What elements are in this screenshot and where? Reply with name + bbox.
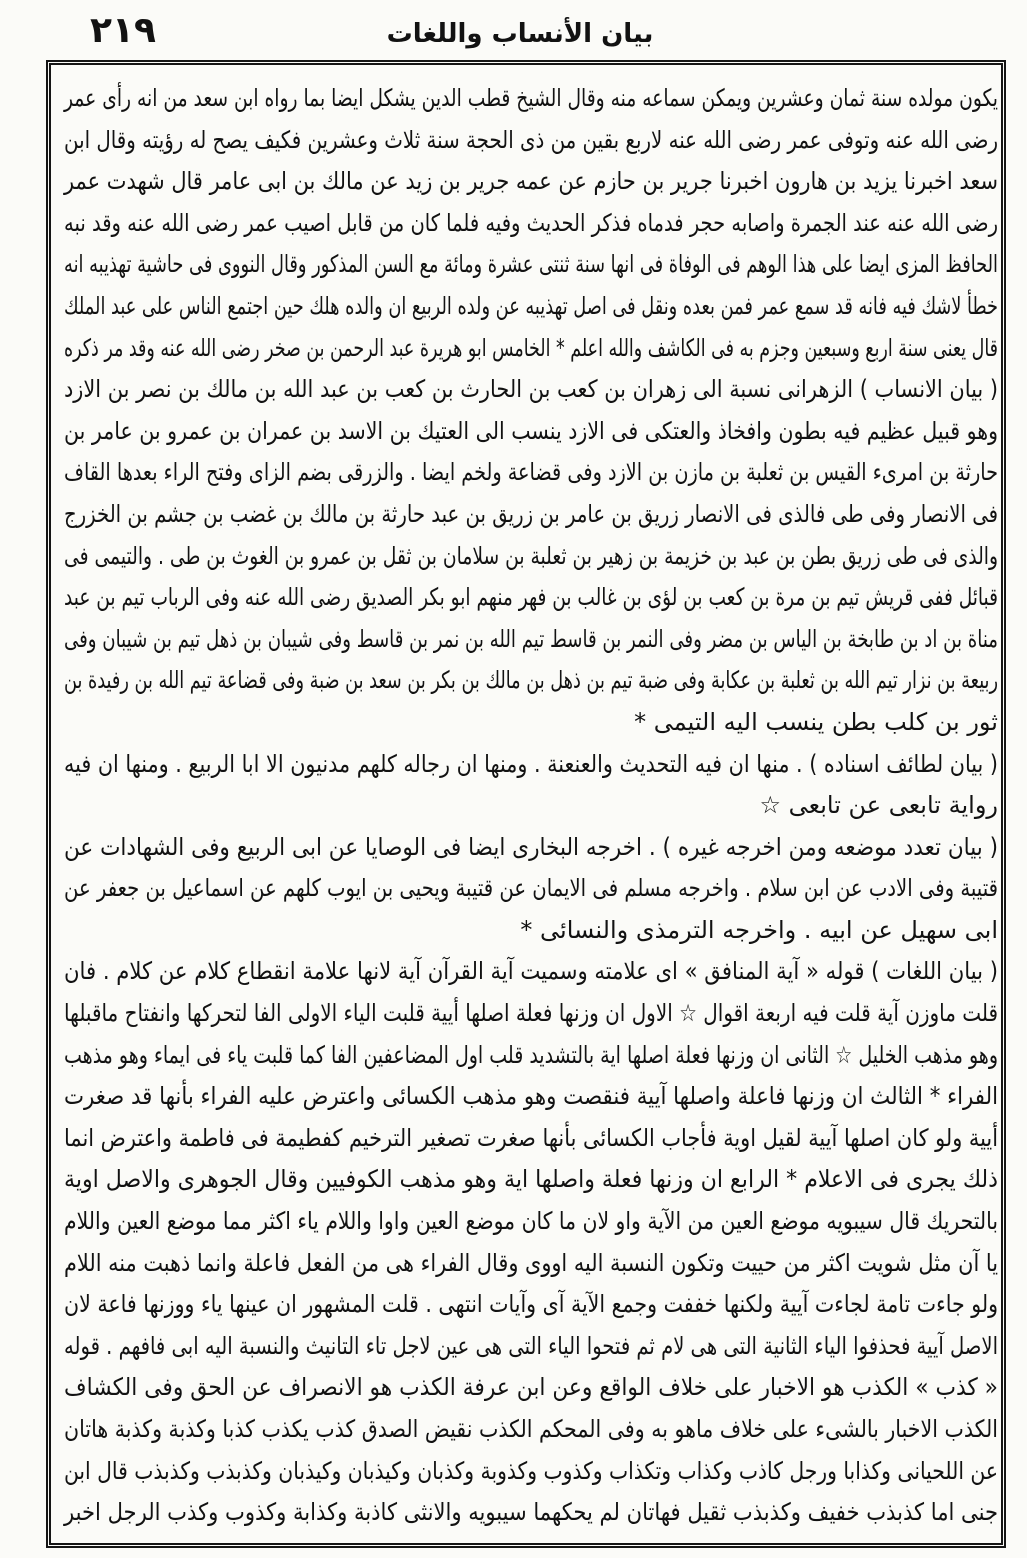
text-line: رضى الله عنه عند الجمرة واصابه حجر فدماه فذكر الحديث وفيه فلما كان من قابل اصيب عمر رضى الله عنه وقد نبه [64, 208, 998, 237]
text-line: ( بيان الانساب ) الزهرانى نسبة الى زهران بن كعب بن الحارث بن كعب بن عبد الله بن مالك بن نصر بن الازد [63, 375, 999, 404]
text-line: يكون مولده سنة ثمان وعشرين ويمكن سماعه منه وقال الشيخ قطب الدين يشكل ايضا بما رواه ابن سعد من انه رأى عمر [63, 84, 998, 112]
text-line: ذلك يجرى فى الاعلام * الرابع ان وزنها فعلة واصلها اية وهو مذهب الكوفيين وقال الجوهرى والاصل اوية [63, 1165, 998, 1194]
text-line: قتيبة وفى الادب عن ابن سلام . واخرجه مسلم فى الايمان عن قتيبة ويحيى بن ايوب كلهم عن اسماعيل بن جعفر عن [64, 874, 998, 903]
text-line: « كذب » الكذب هو الاخبار على خلاف الواقع وعن ابن عرفة الكذب هو الانصراف عن الحق وفى الكشاف [64, 1373, 999, 1402]
text-line: عن اللحيانى وكذابا ورجل كاذب وكذاب وتكذاب وكذوب وكذوبة وكذبان وكيذبان وكيذبان وكذبذب وكذبذب قال ابن [63, 1456, 998, 1485]
text-line: رضى الله عنه وتوفى عمر رضى الله عنه لاربع بقين من ذى الحجة سنة ثلاث وعشرين فكيف يصح له رؤيته وقال ابن [64, 125, 998, 154]
text-line: ابى سهيل عن ابيه . واخرجه الترمذى والنسائى * [520, 915, 998, 944]
text-line: قال يعنى سنة اربع وسبعين وجزم به فى الكاشف والله اعلم * الخامس ابو هريرة عبد الرحمن بن صخر رضى الله عنه وقد مر ذكره [63, 333, 999, 362]
text-line: ولو جاءت تامة لجاءت آيية ولكنها خففت وجمع الآية آى وآيات انتهى . قلت المشهور ان عينها ياء ووزنها فاعة لان [63, 1290, 998, 1319]
text-line: قلت ماوزن آية قلت فيه اربعة اقوال ☆ الاول ان وزنها فعلة اصلها أيية قلبت الياء الاولى الفا لتحركها وانفتاح ماقبلها [64, 999, 999, 1028]
text-line: رواية تابعى عن تابعى ☆ [759, 791, 998, 820]
text-line: يا آن مثل شويت اكثر من حييت وتكون النسبة اليه اووى وقال الفراء هى من الفعل فاعلة وانما ذهبت منه اللام [64, 1248, 998, 1277]
text-line: ثور بن كلب بطن ينسب اليه التيمى * [634, 707, 998, 736]
text-line: فى الانصار وفى طى فالذى فى الانصار زريق بن عامر بن زريق بن عبد حارثة بن مالك بن غضب بن جشم بن الخزرج [63, 499, 998, 528]
text-line: ( بيان اللغات ) قوله « آية المنافق » اى علامته وسميت آية القرآن آية لانها علامة انقطاع كلام عن كلام . فان [64, 957, 998, 986]
page-number: ٢١٩ [90, 10, 156, 51]
text-line: ربيعة بن نزار تيم الله بن ثعلبة بن عكابة وفى ضبة تيم بن ذهل بن مالك بن بكر بن سعد بن ضبة وفى قضاعة تيم الله بن رفيدة بن [63, 666, 998, 695]
text-line: جنى اما كذبذب خفيف وكذبذب ثقيل فهاتان لم يحكهما سيبويه والانثى كاذبة وكذابة وكذوب وكذب الرجل اخبر [64, 1498, 998, 1527]
paragraph-isnad-subtleties [64, 744, 998, 827]
text-line: خطأ لاشك فيه فانه قد سمع عمر فمن بعده ونقل فى اصل تهذيبه عن ولده الربيع ان والده هلك حين اجتمع الناس على عبد الملك [63, 291, 998, 320]
text-block [64, 78, 998, 1534]
text-line: والذى فى طى زريق بطن بن عبد بن خزيمة بن زهير بن ثعلبة بن سلامان بن ثقل بن عمرو بن الغوث بن طى . والتيمى فى [64, 541, 998, 570]
text-line: أيية ولو كان اصلها آيية لقيل اوية فأجاب الكسائى بأنها صغرت تصغير الترخيم كفطيمة فى فاطمة واعترض انما [64, 1123, 999, 1152]
text-line: ( بيان لطائف اسناده ) . منها ان فيه التحديث والعنعنة . ومنها ان رجاله كلهم مدنيون الا ابا الربيع . ومنها ان فيه [63, 749, 998, 778]
paragraph-1 [64, 78, 998, 369]
text-line: مناة بن اد بن طابخة بن الياس بن مضر وفى النمر بن قاسط تيم الله بن نمر بن قاسط وفى شيبان بن ذهل تيم بن شيبان وفى [63, 624, 998, 653]
paragraph-lexicon [64, 951, 998, 1533]
text-line: حارثة بن امرىء القيس بن ثعلبة بن مازن بن الازد وفى قضاعة ولخم ايضا . والزرقى بضم الزاى وفتح الراء بعدها القاف [64, 458, 998, 487]
text-line: سعد اخبرنا يزيد بن هارون اخبرنا جرير بن حازم عن عمه جرير بن زيد عن مالك بن ابى عامر قال شهدت عمر [63, 167, 999, 196]
text-line: ( بيان تعدد موضعه ومن اخرجه غيره ) . اخرجه البخارى ايضا فى الوصايا عن ابى الربيع وفى الشهادات عن [63, 832, 998, 861]
text-line: الكذب الاخبار بالشىء على خلاف ماهو به وفى المحكم الكذب نقيض الصدق كذب يكذب كذبا وكذبة وكذبة هاتان [63, 1415, 999, 1443]
text-line: الاصل آيية فحذفوا الياء الثانية التى هى لام ثم فتحوا الياء التى هى عين لاجل تاء التانيث والنسبة اليه ابى فافهم . قوله [64, 1331, 999, 1360]
text-line: بالتحريك قال سيبويه موضع العين من الآية واو لان ما كان موضع العين واوا واللام ياء اكثر مما موضع العين واللام [64, 1207, 999, 1236]
text-line: وهو قبيل عظيم فيه بطون وافخاذ والعتكى فى الازد ينسب الى العتيك بن الاسد بن عمران بن عمرو بن عامر بن [64, 416, 999, 445]
text-line: الفراء * الثالث ان وزنها فاعلة واصلها آيية فنقصت وهو مذهب الكسائى واعترض عليه الفراء بأنها قد صغرت [64, 1082, 999, 1111]
running-title: بيان الأنساب واللغات [386, 19, 654, 49]
text-line: قبائل ففى قريش تيم بن مرة بن كعب بن لؤى بن غالب بن فهر منهم ابو بكر الصديق رضى الله عنه وفى الرباب تيم بن عبد [64, 583, 999, 612]
paragraph-other-narrators [64, 827, 998, 952]
text-line: الحافظ المزى ايضا على هذا الوهم فى الوفاة فى انها سنة ثنتى عشرة ومائة مع السن المذكور وقال النووى فى حاشية تهذيبه انه [64, 250, 998, 279]
text-line: وهو مذهب الخليل ☆ الثانى ان وزنها فعلة اصلها اية بالتشديد قلب اول المضاعفين الفا كما قلبت ياء فى ايماء وهو مذهب [64, 1040, 998, 1069]
paragraph-genealogy [64, 369, 998, 743]
